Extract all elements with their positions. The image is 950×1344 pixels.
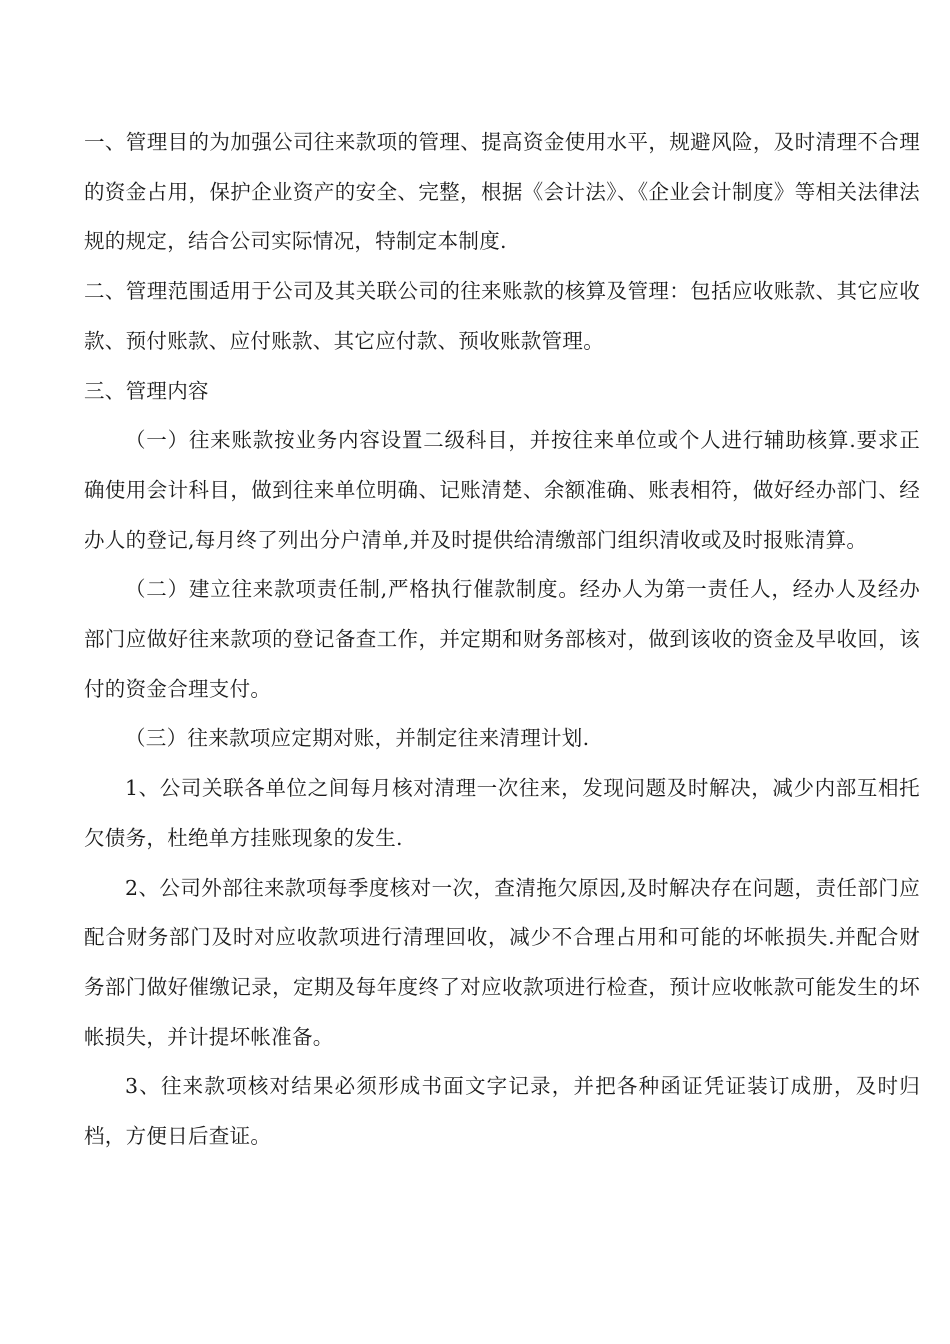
paragraph-management-purpose: 一、管理目的为加强公司往来款项的管理、提高资金使用水平，规避风险，及时清理不合理的资金占用，保护企业资产的安全、完整，根据《会计法》、《企业会计制度》等相关法律法规的规定，结合公司实际情况，特制定本制度.	[84, 130, 920, 254]
section-heading-management-content: 三、管理内容	[84, 378, 209, 403]
paragraph-subitem-3: 3、往来款项核对结果必须形成书面文字记录，并把各种函证凭证装订成册，及时归档，方便日后查证。	[84, 1074, 920, 1149]
paragraph-subitem-1: 1、公司关联各单位之间每月核对清理一次往来，发现问题及时解决，减少内部互相托欠债务，杜绝单方挂账现象的发生.	[84, 776, 920, 850]
paragraph-item-1: （一）往来账款按业务内容设置二级科目，并按往来单位或个人进行辅助核算.要求正确使用会计科目，做到往来单位明确、记账清楚、余额准确、账表相符，做好经办部门、经办人的登记,每月终了列出分户清单,并及时提供给清缴部门组织清收或及时报账清算。	[84, 428, 920, 552]
paragraph-subitem-2: 2、公司外部往来款项每季度核对一次，查清拖欠原因,及时解决存在问题，责任部门应配合财务部门及时对应收款项进行清理回收，减少不合理占用和可能的坏帐损失.并配合财务部门做好催缴记录，定期及每年度终了对应收款项进行检查，预计应收帐款可能发生的坏帐损失，并计提坏帐准备。	[84, 875, 920, 1049]
paragraph-management-scope: 二、管理范围适用于公司及其关联公司的往来账款的核算及管理：包括应收账款、其它应收款、预付账款、应付账款、其它应付款、预收账款管理。	[84, 279, 920, 353]
paragraph-item-2: （二）建立往来款项责任制,严格执行催款制度。经办人为第一责任人，经办人及经办部门应做好往来款项的登记备查工作，并定期和财务部核对，做到该收的资金及早收回，该付的资金合理支付。	[84, 577, 920, 701]
document-body	[84, 118, 920, 1162]
paragraph-item-3: （三）往来款项应定期对账，并制定往来清理计划.	[125, 726, 590, 751]
